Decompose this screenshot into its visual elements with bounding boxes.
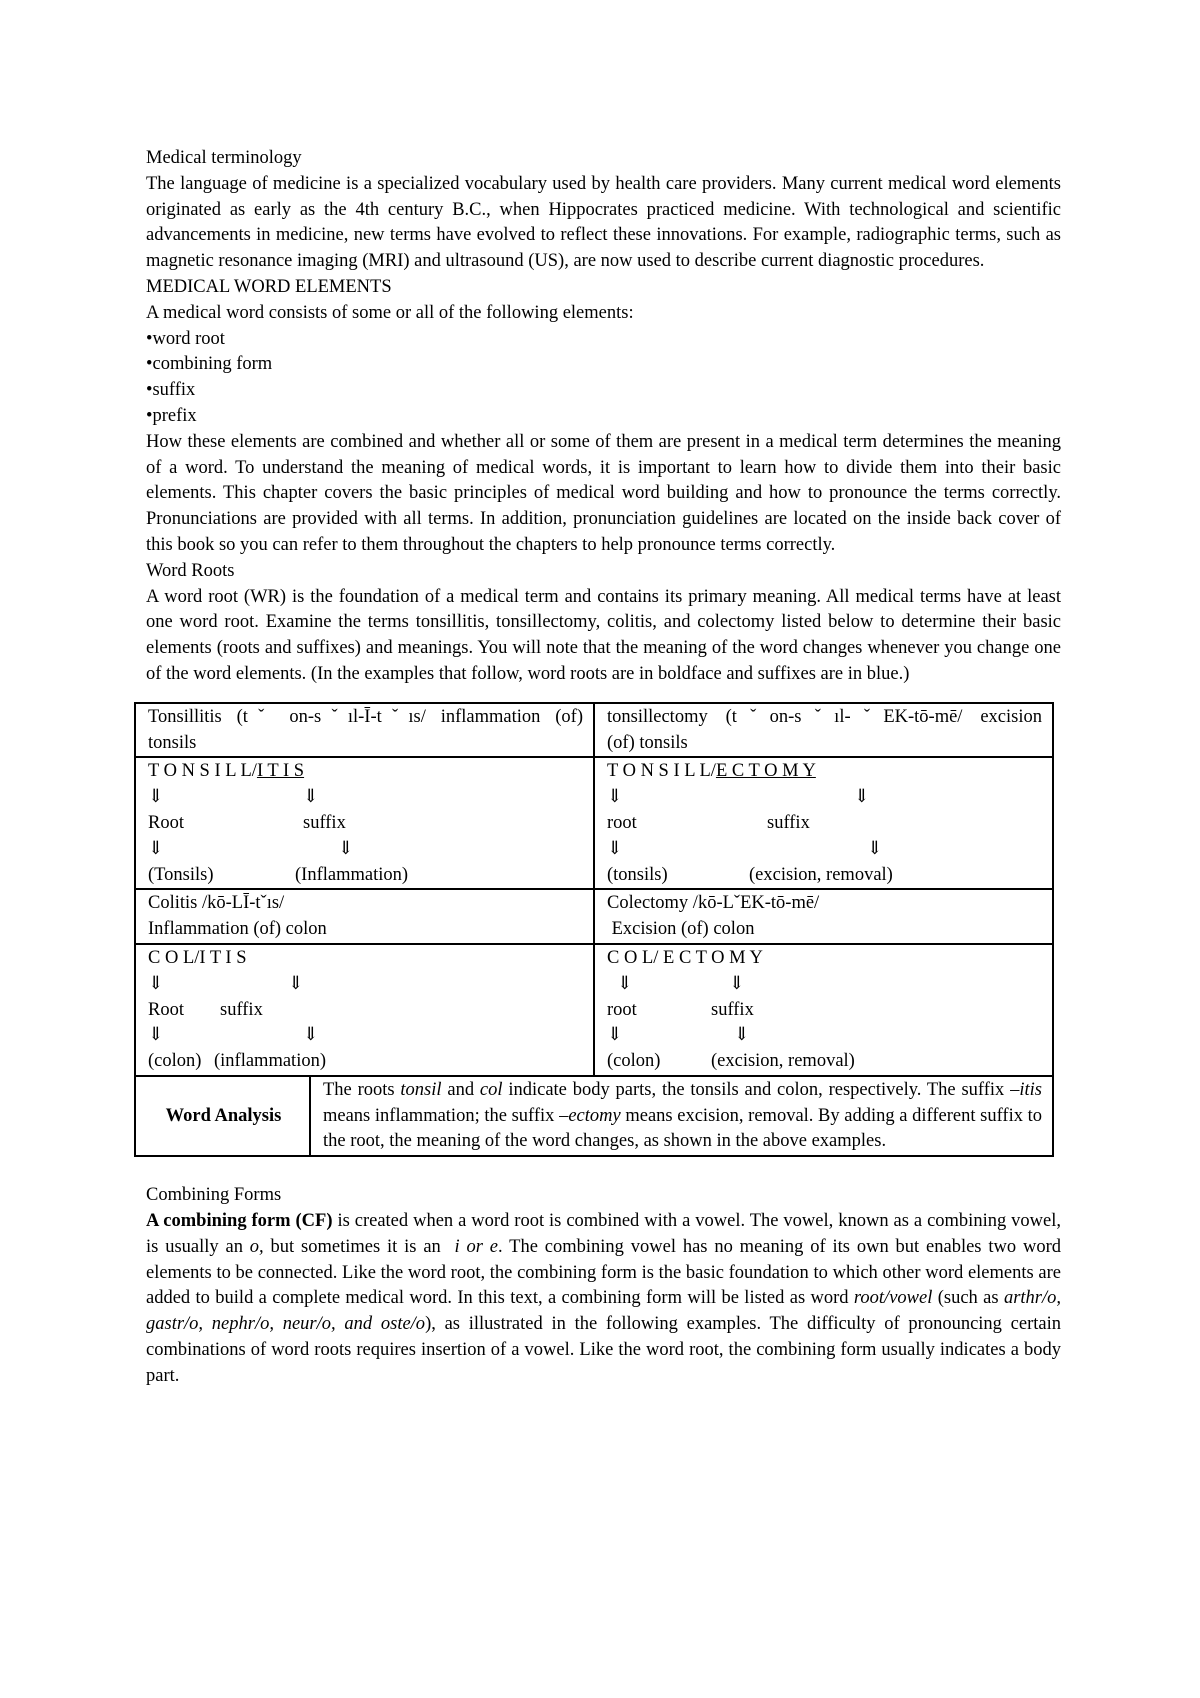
list-item: • suffix: [146, 378, 1061, 404]
colitis-breakdown-cell: [135, 944, 594, 1076]
analysis-text: The roots: [323, 1079, 401, 1100]
analysis-suffix-ectomy: –ectomy: [559, 1105, 621, 1126]
vowel-i-or-e: i or e: [454, 1236, 499, 1257]
tonsillectomy-definition-cell: [594, 703, 1053, 758]
analysis-text: means inflammation; the suffix: [323, 1105, 560, 1126]
analysis-suffix-itis: –itis: [1010, 1079, 1042, 1100]
colectomy-meaning: Excision (of) colon: [607, 919, 755, 940]
table-row: [135, 757, 1053, 889]
root-vowel-term: root/vowel: [853, 1288, 933, 1309]
section-title-medical-terminology: Medical terminology: [146, 148, 302, 168]
root-meaning: (colon): [148, 1051, 202, 1072]
word-analysis-table: [134, 702, 1054, 1158]
word-root: T O N S I L L/: [607, 761, 716, 782]
colectomy-definition-cell: [594, 889, 1053, 944]
down-arrow-icon: ⇓: [617, 973, 633, 994]
suffix-label: suffix: [303, 812, 346, 833]
down-arrow-icon: ⇓: [734, 1025, 750, 1046]
down-arrow-icon: ⇓: [303, 1025, 319, 1046]
analysis-text: means excision, removal. By adding a different suffix to the root, the meaning of the word changes, as shown in the above examples.: [323, 1105, 1042, 1152]
root-label: root: [607, 812, 637, 833]
down-arrow-icon: ⇓: [867, 838, 883, 859]
combining-form-examples: arthr/o, gastr/o, nephr/o, neur/o, and oste/o: [146, 1288, 1061, 1335]
down-arrow-icon: ⇓: [729, 973, 745, 994]
list-item: • prefix: [146, 404, 1061, 430]
down-arrow-icon: ⇓: [854, 787, 870, 808]
down-arrow-icon: ⇓: [607, 787, 623, 808]
suffix-label: suffix: [711, 999, 754, 1020]
combining-paragraph: [146, 1209, 1061, 1390]
root-label: Root: [148, 812, 184, 833]
down-arrow-icon: ⇓: [148, 1025, 164, 1046]
suffix-meaning: (excision, removal): [749, 864, 893, 885]
suffix-meaning: (Inflammation): [295, 864, 409, 885]
colitis-definition-cell: [135, 889, 594, 944]
roots-paragraph: A word root (WR) is the foundation of a medical term and contains its primary meaning. All medical terms have at least one word root. Examine the terms tonsillitis, tonsillectomy, colitis, and colectomy listed below to determine their basic elements (roots and suffixes) and meanings. You will note that the meaning of the word changes whenever you change one of the word elements. (In the examples that follow, word roots are in boldface and suffixes are in blue.): [146, 586, 1061, 684]
table-row: [135, 889, 1053, 944]
elements-lead: A medical word consists of some or all of the following elements:: [146, 302, 634, 323]
analysis-root-tonsil: tonsil: [400, 1079, 442, 1100]
colitis-meaning: Inflammation (of) colon: [148, 919, 327, 940]
down-arrow-icon: ⇓: [148, 973, 164, 994]
tonsillectomy-meaning-tail: (of) tonsils: [607, 732, 688, 753]
suffix-meaning: (excision, removal): [711, 1051, 855, 1072]
analysis-text: and: [441, 1079, 480, 1100]
word-analysis-text: [310, 1076, 1053, 1156]
root-label: Root: [148, 999, 184, 1020]
colectomy-breakdown-cell: [594, 944, 1053, 1076]
suffix-label: suffix: [767, 812, 810, 833]
section-title-combining-forms: Combining Forms: [146, 1185, 282, 1206]
colectomy-pronunciation: Colectomy /kō-LˇEK-tō-mē/: [607, 893, 820, 914]
analysis-text: indicate body parts, the tonsils and colon, respectively. The suffix: [502, 1079, 1011, 1100]
colitis-pronunciation: Colitis /kō-LĪ-tˇıs/: [148, 893, 285, 914]
combining-form-term: A combining form (CF): [146, 1211, 333, 1232]
list-item: • word root: [146, 327, 1061, 353]
root-label: root: [607, 999, 637, 1020]
down-arrow-icon: ⇓: [338, 838, 354, 859]
word-root: T O N S I L L/: [148, 761, 257, 782]
colitis-word: C O L/I T I S: [148, 947, 247, 968]
intro-paragraph: The language of medicine is a specialized vocabulary used by health care providers. Many current medical word elements originated as early as the 4th century B.C., when Hippocrates practiced medicine. With technological and scientific advancements in medicine, new terms have evolved to reflect these innovations. For example, radiographic terms, such as magnetic resonance imaging (MRI) and ultrasound (US), are now used to describe current diagnostic procedures.: [146, 173, 1061, 272]
list-item: • combining form: [146, 352, 1061, 378]
document-page: [146, 146, 1061, 1390]
down-arrow-icon: ⇓: [148, 838, 164, 859]
down-arrow-icon: ⇓: [148, 787, 164, 808]
word-suffix: I T I S: [256, 761, 305, 782]
root-meaning: (tonsils): [607, 864, 668, 885]
table-row: [135, 944, 1053, 1076]
down-arrow-icon: ⇓: [607, 838, 623, 859]
table-row: [135, 703, 1053, 758]
down-arrow-icon: ⇓: [607, 1025, 623, 1046]
root-meaning: (Tonsils): [148, 864, 214, 885]
suffix-label: suffix: [220, 999, 263, 1020]
section-title-word-elements: MEDICAL WORD ELEMENTS: [146, 276, 392, 297]
tonsillectomy-pronunciation: tonsillectomy (tˇon-sˇıl-ˇEK-tō-mē/ excision: [607, 706, 1042, 727]
combining-text: ), as illustrated in the following examples. The difficulty of pronouncing certain combinations of word roots requires insertion of a vowel. Like the word root, the combining form usually indicates a body part.: [146, 1314, 1061, 1386]
combining-text: (such as: [932, 1288, 1004, 1309]
word-suffix: E C T O M Y: [715, 761, 816, 782]
combining-text: . The combining vowel has no meaning of its own but enables two word elements to be connected. Like the word root, the combining form is the basic foundation to which other word elements are added to build a complete medical word. In this text, a combining form will be listed as word: [146, 1236, 1061, 1309]
down-arrow-icon: ⇓: [303, 787, 319, 808]
tonsillectomy-breakdown-cell: [594, 757, 1053, 889]
root-meaning: (colon): [607, 1051, 661, 1072]
combining-text: is created when a word root is combined with a vowel. The vowel, known as a combining vowel, is usually an: [146, 1211, 1062, 1257]
colectomy-word: C O L/ E C T O M Y: [607, 947, 763, 968]
tonsillitis-pronunciation: Tonsillitis (tˇ on-sˇıl-Ī-tˇıs/ inflammation (of): [148, 706, 583, 727]
table-row: [135, 1076, 1053, 1156]
elements-paragraph: How these elements are combined and whether all or some of them are present in a medical term determines the meaning of a word. To understand the meaning of medical words, it is important to learn how to divide them into their basic elements. This chapter covers the basic principles of medical word building and how to pronounce the terms correctly. Pronunciations are provided with all terms. In addition, pronunciation guidelines are located on the inside back cover of this book so you can refer to them throughout the chapters to help pronounce terms correctly.: [146, 431, 1061, 555]
tonsillitis-meaning-tail: tonsils: [148, 732, 197, 753]
tonsillitis-breakdown-cell: [135, 757, 594, 889]
down-arrow-icon: ⇓: [288, 973, 304, 994]
section-title-word-roots: Word Roots: [146, 560, 235, 581]
word-analysis-label: Word Analysis: [135, 1076, 310, 1156]
vowel-o: o,: [249, 1236, 264, 1257]
combining-text: but sometimes it is an: [263, 1236, 455, 1257]
tonsillitis-definition-cell: [135, 703, 594, 758]
analysis-root-col: col: [479, 1079, 503, 1100]
suffix-meaning: (inflammation): [214, 1051, 326, 1072]
